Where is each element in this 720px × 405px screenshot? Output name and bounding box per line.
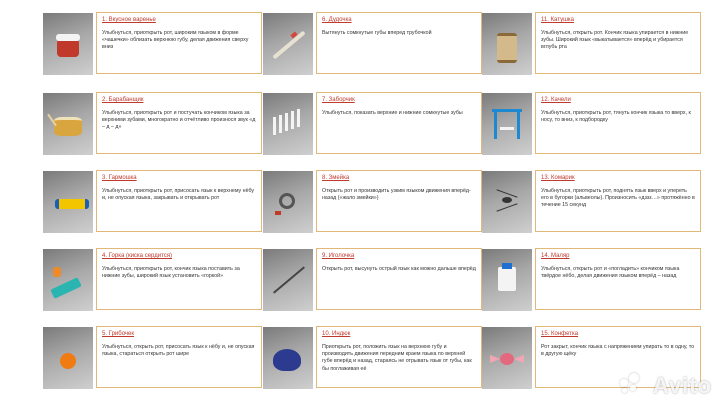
exercise-box xyxy=(316,92,482,154)
exercise-card xyxy=(43,12,265,76)
exercise-text: Улыбнуться, открыть рот, присосать язык к нёбу и, не опуская языка, стараться открыть рот шире xyxy=(102,344,255,358)
exercise-card xyxy=(263,92,485,156)
exercise-text: Улыбнуться, приоткрыть рот, широким языком в форме «чашечки» облизать верхнюю губу, делая движения сверху вниз xyxy=(102,30,249,51)
avito-logo-icon xyxy=(620,373,642,393)
exercise-box xyxy=(535,92,701,154)
exercise-card xyxy=(482,170,704,234)
exercise-text: Улыбнуться, показать верхние и нижние сомкнутые зубы xyxy=(322,110,463,116)
exercise-card xyxy=(43,326,265,390)
harmonica-icon xyxy=(43,171,93,233)
exercise-title: 3. Гармошка xyxy=(102,175,137,181)
exercise-title: 11. Катушка xyxy=(541,17,574,23)
exercise-box xyxy=(96,170,262,232)
paintbrush-icon xyxy=(482,249,532,311)
exercise-title: 2. Барабанщик xyxy=(102,97,144,103)
exercise-text: Улыбнуться, открыть рот и «погладить» кончиком языка твёрдое нёбо, делая движения языком вперёд – назад xyxy=(541,266,680,280)
exercise-card xyxy=(43,248,265,312)
exercise-box xyxy=(96,92,262,154)
exercise-box xyxy=(535,248,701,310)
exercise-box xyxy=(316,170,482,232)
exercise-box xyxy=(96,12,262,74)
exercise-title: 4. Горка (киска сердится) xyxy=(102,253,173,259)
swing-icon xyxy=(482,93,532,155)
mosquito-icon xyxy=(482,171,532,233)
exercise-title: 14. Маляр xyxy=(541,253,570,259)
mushroom-icon xyxy=(43,327,93,389)
turkey-icon xyxy=(263,327,313,389)
exercise-box xyxy=(316,326,482,388)
pipe-icon xyxy=(263,13,313,75)
exercise-box xyxy=(535,170,701,232)
exercise-card xyxy=(263,12,485,76)
exercise-text: Улыбнуться, приоткрыть рот, поднять язык вверх и упереть его в бугорки (альвеолы). Произносить «дззз…» протяжённо в течение 15 секунд xyxy=(541,188,695,209)
exercise-box xyxy=(316,12,482,74)
exercise-title: 13. Комарик xyxy=(541,175,575,181)
exercise-card xyxy=(263,248,485,312)
exercise-title: 7. Заборчик xyxy=(322,97,355,103)
exercise-title: 6. Дудочка xyxy=(322,17,352,23)
watermark: Avito xyxy=(652,373,712,398)
exercise-card xyxy=(482,248,704,312)
exercise-text: Улыбнуться, приоткрыть рот, тянуть кончик языка то вверх, к носу, то вниз, к подбородку xyxy=(541,110,691,124)
exercise-box xyxy=(316,248,482,310)
exercise-card xyxy=(263,170,485,234)
exercise-card xyxy=(263,326,485,390)
exercise-card xyxy=(43,170,265,234)
exercise-text: Открыть рот и производить узким языком движения вперёд-назад («жало змейки») xyxy=(322,188,471,202)
exercise-box xyxy=(96,248,262,310)
exercise-title: 15. Конфетка xyxy=(541,331,579,337)
candy-icon xyxy=(482,327,532,389)
exercise-text: Открыть рот, высунуть острый язык как можно дальше вперёд xyxy=(322,266,476,272)
exercise-text: Улыбнуться, приоткрыть рот, кончик языка поставить за нижние зубы, широкий язык установить «горкой» xyxy=(102,266,240,280)
spool-icon xyxy=(482,13,532,75)
exercise-text: Приоткрыть рот, положить язык на верхнюю губу и производить движения передним краем языка по верхней губе вперёд и назад, стараясь не отрывать язык от губы, как бы поглаживая её xyxy=(322,344,472,372)
exercise-title: 8. Змейка xyxy=(322,175,350,181)
exercise-text: Улыбнуться, открыть рот. Кончик языка упирается в нижние зубы. Широкий язык «выкатывается» вперёд и убирается вглубь рта xyxy=(541,30,689,51)
exercise-text: Улыбнуться, приоткрыть рот и постучать кончиком языка за верхними зубами, многократно и отчётливо произнося звук «д – д – д» xyxy=(102,110,256,131)
exercise-text: Рот закрыт, кончик языка с напряжением упирать то в одну, то в другую щёку xyxy=(541,344,695,358)
exercise-title: 5. Грибочек xyxy=(102,331,135,337)
exercise-box xyxy=(96,326,262,388)
exercise-text: Вытянуть сомкнутые губы вперед трубочкой xyxy=(322,30,432,36)
exercise-title: 10. Индюк xyxy=(322,331,351,337)
snake-icon xyxy=(263,171,313,233)
exercise-title: 1. Вкусное варенье xyxy=(102,17,156,23)
exercise-card xyxy=(482,92,704,156)
fence-icon xyxy=(263,93,313,155)
slide-icon xyxy=(43,249,93,311)
needle-icon xyxy=(263,249,313,311)
exercise-box xyxy=(535,12,701,74)
exercise-card xyxy=(43,92,265,156)
exercise-card xyxy=(482,12,704,76)
exercise-title: 12. Качели xyxy=(541,97,571,103)
exercise-text: Улыбнуться, приоткрыть рот, присосать язык к верхнему нёбу и, не опуская языка, закрывать и открывать рот xyxy=(102,188,255,202)
drum-icon xyxy=(43,93,93,155)
jam-jar-icon xyxy=(43,13,93,75)
exercise-title: 9. Иголочка xyxy=(322,253,355,259)
